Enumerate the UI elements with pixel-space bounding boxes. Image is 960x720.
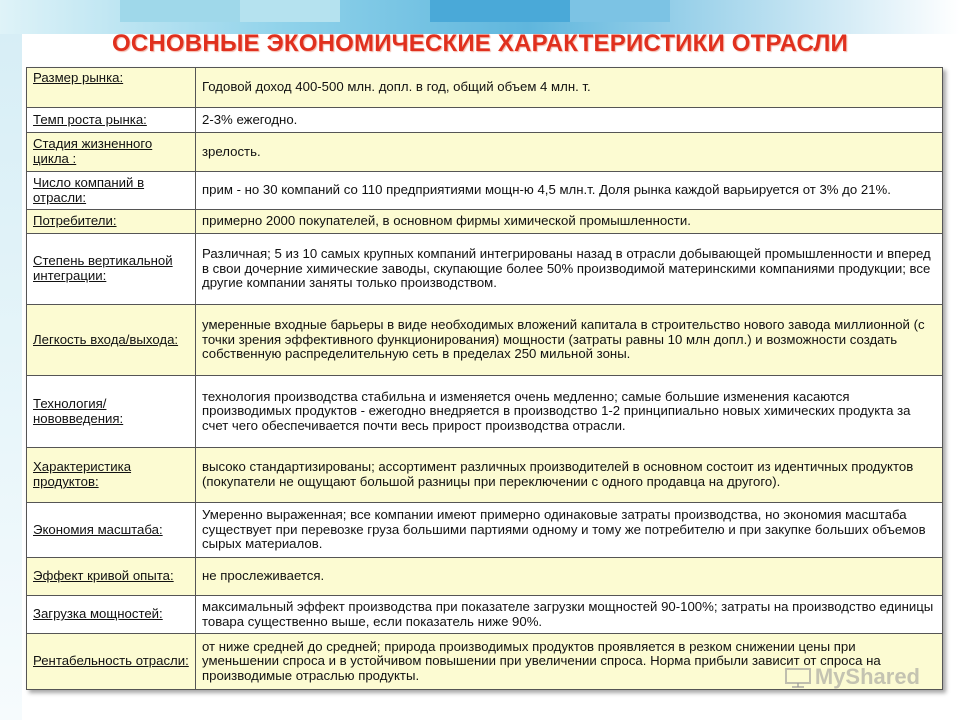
row-label: Степень вертикальной интеграции: [27, 234, 196, 305]
row-label: Загрузка мощностей: [27, 596, 196, 634]
table-row [27, 234, 943, 305]
row-label: Потребители: [27, 210, 196, 234]
row-value: технология производства стабильна и изменяется очень медленно; самые большие изменения касаются производимых продуктов - ежегодно внедряется в производство 1-2 принципиально новых химических продукта за счет чего обеспечивается почти весь прирост производства отрасли. [196, 376, 943, 448]
row-label: Эффект кривой опыта: [27, 558, 196, 596]
header-accent-block [430, 0, 570, 22]
table-row [27, 503, 943, 558]
row-value: Различная; 5 из 10 самых крупных компаний интегрированы назад в отрасли добывающей промышленности и вперед в свои дочерние химические заводы, скупающие более 50% производимой материнскими компаниями продукции; все другие компании заняты только производством. [196, 234, 943, 305]
row-value: прим - но 30 компаний со 110 предприятиями мощн-ю 4,5 млн.т. Доля рынка каждой варьируется от 3% до 21%. [196, 172, 943, 210]
row-label: Экономия масштаба: [27, 503, 196, 558]
table-row [27, 133, 943, 172]
table-row [27, 68, 943, 108]
row-label: Характеристика продуктов: [27, 448, 196, 503]
row-value: максимальный эффект производства при показателе загрузки мощностей 90-100%; затраты на производство единицы товара существенно выше, если показатель ниже 90%. [196, 596, 943, 634]
header-accent-block [570, 0, 670, 22]
table-row [27, 596, 943, 634]
row-value: зрелость. [196, 133, 943, 172]
row-value: Годовой доход 400-500 млн. допл. в год, общий объем 4 млн. т. [196, 68, 943, 108]
left-decor-stripe [0, 34, 22, 720]
watermark-text: MyShared [814, 664, 920, 689]
row-label: Размер рынка: [27, 68, 196, 108]
table-row [27, 376, 943, 448]
row-label: Число компаний в отрасли: [27, 172, 196, 210]
table-row [27, 305, 943, 376]
row-label: Легкость входа/выхода: [27, 305, 196, 376]
watermark [785, 664, 920, 690]
characteristics-table [26, 67, 943, 690]
table-row [27, 108, 943, 133]
header-accent-block [120, 0, 240, 22]
table-row [27, 448, 943, 503]
row-value: 2-3% ежегодно. [196, 108, 943, 133]
table-row [27, 558, 943, 596]
row-label: Стадия жизненного цикла : [27, 133, 196, 172]
row-value: умеренные входные барьеры в виде необходимых вложений капитала в строительство нового завода миллионной (с точки зрения эффективного функционирования) мощности (затраты равны 10 млн допл.) и возможности создать собственную распределительную сеть в пределах 250 мильной зоны. [196, 305, 943, 376]
row-label: Технология/нововведения: [27, 376, 196, 448]
row-value: от ниже средней до средней; природа производимых продуктов проявляется в резком снижении цены при уменьшении спроса и в устойчивом повышении при увеличении спроса. Норма прибыли зависит от спроса на производимые отраслью продукты. [196, 634, 943, 690]
row-value: высоко стандартизированы; ассортимент различных производителей в основном состоит из идентичных продуктов (покупатели не ощущают большой разницы при переключении с одного продавца на другого). [196, 448, 943, 503]
page-title: ОСНОВНЫЕ ЭКОНОМИЧЕСКИЕ ХАРАКТЕРИСТИКИ ОТРАСЛИ [112, 30, 848, 57]
row-label: Рентабельность отрасли: [27, 634, 196, 690]
row-value: не прослеживается. [196, 558, 943, 596]
row-value: примерно 2000 покупателей, в основном фирмы химической промышленности. [196, 210, 943, 234]
row-value: Умеренно выраженная; все компании имеют примерно одинаковые затраты производства, но экономия масштаба существует при перевозке груза большими партиями одному и тому же потребителю и при закупке больших объемов сырых материалов. [196, 503, 943, 558]
table-row [27, 210, 943, 234]
presentation-icon [785, 668, 811, 688]
row-label: Темп роста рынка: [27, 108, 196, 133]
table-row [27, 172, 943, 210]
header-accent-block [240, 0, 340, 22]
